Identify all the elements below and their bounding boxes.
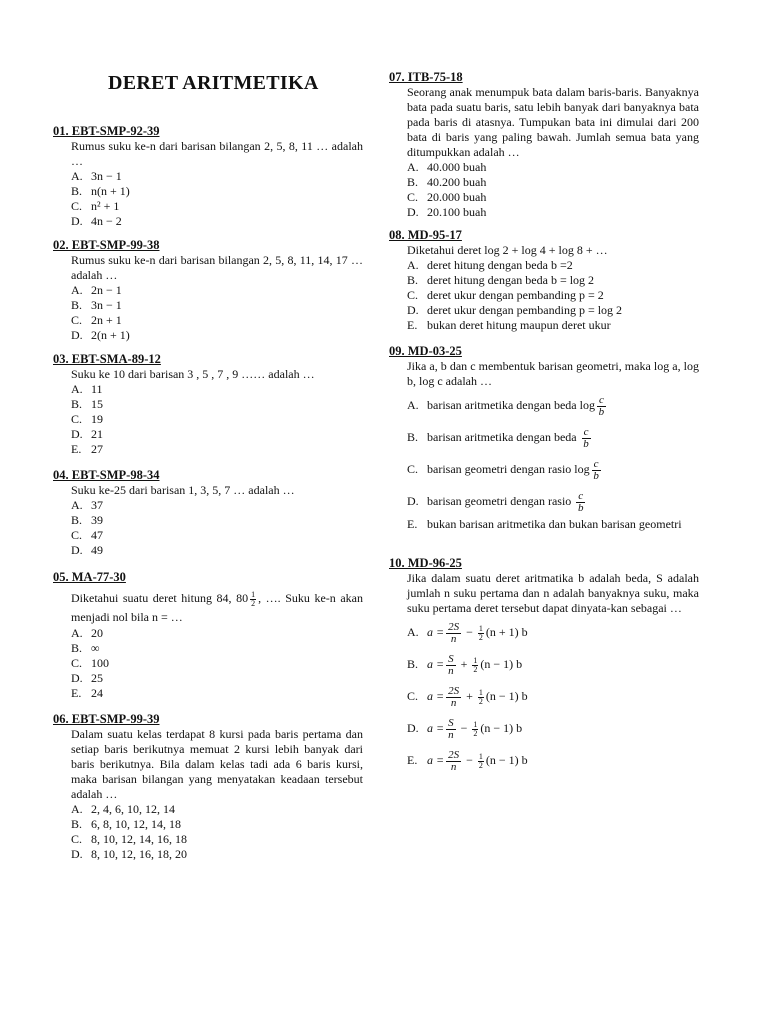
answer-option bbox=[53, 382, 363, 397]
fraction-denominator: n bbox=[450, 696, 457, 709]
option-letter: B. bbox=[407, 273, 419, 287]
question-block bbox=[389, 344, 699, 532]
option-letter: A. bbox=[71, 498, 83, 512]
fraction-denominator: n bbox=[448, 728, 454, 741]
option-letter: B. bbox=[71, 640, 83, 655]
option-letter: E. bbox=[71, 442, 82, 456]
option-letter: B. bbox=[71, 298, 83, 312]
option-text: 2n + 1 bbox=[91, 313, 122, 327]
question-block bbox=[389, 228, 699, 333]
option-letter: D. bbox=[71, 328, 83, 342]
equation-tail: (n − 1) b bbox=[480, 657, 523, 671]
answer-option bbox=[389, 273, 699, 288]
question-stem: Dalam suatu kelas terdapat 8 kursi pada baris pertama dan setiap baris berikutnya memuat 2 kursi lebih banyak dari baris berikutnya. Bila dalam kelas tadi ada 6 baris kursi, maka barisan bilangan yang menyatakan keadaan tersebut adalah … bbox=[71, 727, 363, 801]
option-letter: A. bbox=[71, 802, 83, 816]
option-letter: C. bbox=[407, 689, 419, 703]
fraction-denominator: b bbox=[577, 501, 584, 514]
answer-option bbox=[389, 175, 699, 190]
answer-option bbox=[53, 656, 363, 671]
fraction-denominator: 2 bbox=[478, 760, 483, 770]
answer-option bbox=[53, 626, 363, 641]
fraction-denominator: b bbox=[598, 405, 605, 418]
option-text: 2n − 1 bbox=[91, 283, 122, 297]
fraction-denominator: n bbox=[450, 632, 457, 645]
option-text bbox=[427, 485, 699, 517]
answer-option bbox=[389, 160, 699, 175]
option-letter: D. bbox=[71, 427, 83, 441]
operator: + bbox=[457, 657, 471, 671]
answer-option bbox=[53, 298, 363, 313]
option-text: 39 bbox=[91, 513, 103, 527]
fraction bbox=[446, 686, 461, 709]
page-title: DERET ARITMETIKA bbox=[108, 72, 319, 94]
equation-lhs: a = bbox=[427, 753, 445, 767]
answer-option bbox=[53, 513, 363, 528]
option-letter: B. bbox=[407, 175, 419, 189]
answer-option bbox=[53, 199, 363, 214]
question-stem: Seorang anak menumpuk bata dalam baris-baris. Banyaknya bata pada suatu baris, satu lebih banyak dari banyaknya bata pada baris di atasnya. Tumpukan bata ini dimulai dari 200 bata di baris yang paling bawah. Jumlah semua bata yang ditumpukkan adalah … bbox=[407, 85, 699, 159]
option-text bbox=[427, 648, 699, 680]
option-text: 2(n + 1) bbox=[91, 328, 130, 342]
option-text: barisan geometri dengan rasio bbox=[427, 462, 575, 476]
fraction-numerator: c bbox=[583, 425, 589, 438]
question-block bbox=[53, 712, 363, 862]
option-text bbox=[427, 389, 699, 421]
option-text: deret ukur dengan pembanding p = log 2 bbox=[427, 303, 623, 317]
question-stem: Diketahui deret log 2 + log 4 + log 8 + … bbox=[407, 243, 608, 257]
question-stem: Rumus suku ke-n dari barisan bilangan 2, 5, 8, 11, 14, 17 … adalah … bbox=[71, 253, 363, 282]
answer-option bbox=[53, 214, 363, 229]
equation-lhs: a = bbox=[427, 689, 445, 703]
answer-option bbox=[53, 832, 363, 847]
log-text: log bbox=[579, 398, 595, 412]
option-letter: D. bbox=[71, 214, 83, 228]
question-header: 08. MD-95-17 bbox=[389, 228, 462, 242]
fraction-numerator: S bbox=[448, 716, 454, 729]
option-text: barisan aritmetika dengan beda bbox=[427, 430, 580, 444]
option-letter: D. bbox=[71, 847, 83, 861]
operator: − bbox=[463, 625, 476, 639]
option-text: 20.000 buah bbox=[427, 190, 487, 204]
fraction-denominator: 2 bbox=[478, 632, 483, 642]
fraction bbox=[582, 427, 591, 450]
answer-option bbox=[389, 389, 699, 421]
option-text: 11 bbox=[91, 382, 103, 396]
answer-option bbox=[389, 648, 699, 680]
answer-option bbox=[389, 744, 699, 776]
answer-option bbox=[53, 543, 363, 558]
option-letter: B. bbox=[407, 657, 419, 671]
fraction bbox=[597, 395, 606, 418]
equation-tail: (n − 1) b bbox=[485, 689, 528, 703]
option-letter: B. bbox=[71, 817, 83, 831]
question-header: 03. EBT-SMA-89-12 bbox=[53, 352, 161, 366]
option-text: 20.100 buah bbox=[427, 205, 487, 219]
option-text bbox=[427, 680, 699, 712]
option-text: bukan deret hitung maupun deret ukur bbox=[427, 318, 611, 332]
answer-option bbox=[389, 318, 699, 333]
question-header: 06. EBT-SMP-99-39 bbox=[53, 712, 160, 726]
option-text bbox=[427, 616, 699, 648]
answer-option bbox=[389, 190, 699, 205]
fraction-denominator: 2 bbox=[473, 664, 478, 674]
question-header: 05. MA-77-30 bbox=[53, 570, 126, 584]
equation-tail: (n − 1) b bbox=[480, 721, 523, 735]
fraction bbox=[446, 622, 461, 645]
fraction-denominator: 2 bbox=[473, 728, 478, 738]
answer-option bbox=[53, 412, 363, 427]
option-text: 40.000 buah bbox=[427, 160, 487, 174]
fraction-numerator: c bbox=[578, 489, 584, 502]
option-letter: E. bbox=[407, 318, 418, 332]
option-text: deret ukur dengan pembanding p = 2 bbox=[427, 288, 604, 302]
option-letter: C. bbox=[71, 313, 83, 327]
equation-lhs: a = bbox=[427, 625, 445, 639]
option-text: 4n − 2 bbox=[91, 214, 122, 228]
option-text: 20 bbox=[91, 625, 103, 640]
answer-option bbox=[53, 283, 363, 298]
question-stem: Rumus suku ke-n dari barisan bilangan 2, 5, 8, 11 … adalah … bbox=[71, 139, 363, 168]
option-text: 37 bbox=[91, 498, 103, 512]
option-text: 19 bbox=[91, 412, 103, 426]
operator: − bbox=[463, 753, 476, 767]
option-letter: E. bbox=[71, 685, 82, 700]
option-text: 3n − 1 bbox=[91, 298, 122, 312]
answer-option bbox=[53, 169, 363, 184]
fraction-numerator: 1 bbox=[473, 719, 478, 729]
fraction bbox=[446, 718, 456, 741]
fraction-denominator: b bbox=[583, 437, 589, 450]
option-text: n(n + 1) bbox=[91, 184, 130, 198]
answer-option bbox=[53, 184, 363, 199]
option-text: 3n − 1 bbox=[91, 169, 122, 183]
fraction bbox=[472, 721, 478, 738]
option-text: 15 bbox=[91, 397, 103, 411]
answer-option bbox=[53, 641, 363, 656]
option-text: 47 bbox=[91, 528, 103, 542]
question-stem: Jika dalam suatu deret aritmatika b adalah beda, S adalah jumlah n suku pertama dan n adalah banyaknya suku, maka suku pertama deret tersebut dapat dinyata-kan sebagai … bbox=[407, 571, 699, 615]
question-header: 07. ITB-75-18 bbox=[389, 70, 463, 84]
equation-tail: (n + 1) b bbox=[485, 625, 528, 639]
question-stem: Suku ke-25 dari barisan 1, 3, 5, 7 … adalah … bbox=[71, 483, 295, 497]
option-text: barisan geometri dengan rasio bbox=[427, 494, 575, 508]
answer-option bbox=[389, 288, 699, 303]
question-header: 02. EBT-SMP-99-38 bbox=[53, 238, 160, 252]
question-block bbox=[389, 556, 699, 776]
option-text: 8, 10, 12, 14, 16, 18 bbox=[91, 832, 187, 846]
option-letter: A. bbox=[407, 258, 419, 272]
option-text: 6, 8, 10, 12, 14, 18 bbox=[91, 817, 181, 831]
option-text: 25 bbox=[91, 670, 103, 685]
option-letter: B. bbox=[71, 513, 83, 527]
question-header: 04. EBT-SMP-98-34 bbox=[53, 468, 160, 482]
option-text: 27 bbox=[91, 442, 103, 456]
answer-option bbox=[389, 616, 699, 648]
option-letter: A. bbox=[71, 169, 83, 183]
option-text: 49 bbox=[91, 543, 103, 557]
answer-option bbox=[53, 397, 363, 412]
fraction-numerator: 2S bbox=[448, 620, 460, 633]
option-text: 24 bbox=[91, 685, 103, 700]
question-stem bbox=[53, 589, 363, 626]
option-letter: C. bbox=[71, 412, 83, 426]
question-block bbox=[389, 70, 699, 220]
option-letter: B. bbox=[407, 430, 419, 444]
option-letter: C. bbox=[407, 190, 419, 204]
option-text: deret hitung dengan beda b = log 2 bbox=[427, 273, 595, 287]
option-letter: D. bbox=[407, 205, 419, 219]
equation-lhs: a = bbox=[427, 721, 445, 735]
fraction-denominator: 2 bbox=[251, 598, 256, 608]
fraction-numerator: 2S bbox=[448, 748, 460, 761]
option-letter: A. bbox=[407, 398, 419, 412]
answer-option bbox=[389, 517, 699, 532]
question-header: 01. EBT-SMP-92-39 bbox=[53, 124, 160, 138]
option-letter: D. bbox=[71, 670, 83, 685]
option-text bbox=[427, 712, 699, 744]
fraction bbox=[472, 657, 478, 674]
option-letter: C. bbox=[71, 832, 83, 846]
option-letter: D. bbox=[407, 721, 419, 735]
option-text bbox=[427, 421, 699, 453]
fraction-numerator: c bbox=[598, 393, 604, 406]
fraction-numerator: S bbox=[448, 652, 454, 665]
fraction-denominator: b bbox=[593, 469, 599, 482]
option-letter: A. bbox=[71, 625, 83, 640]
log-text: log bbox=[574, 462, 590, 476]
option-letter: D. bbox=[407, 303, 419, 317]
question-stem: Jika a, b dan c membentuk barisan geometri, maka log a, log b, log c adalah … bbox=[407, 359, 699, 388]
option-letter: E. bbox=[407, 753, 418, 767]
option-text bbox=[427, 453, 699, 485]
fraction-numerator: 1 bbox=[473, 655, 478, 665]
answer-option bbox=[389, 205, 699, 220]
option-text: 100 bbox=[91, 655, 109, 670]
question-header: 10. MD-96-25 bbox=[389, 556, 462, 570]
answer-option bbox=[53, 313, 363, 328]
answer-option bbox=[389, 303, 699, 318]
question-block bbox=[53, 468, 363, 558]
fraction bbox=[250, 591, 256, 608]
fraction bbox=[478, 753, 484, 770]
option-letter: A. bbox=[407, 160, 419, 174]
fraction-numerator: 1 bbox=[478, 623, 483, 633]
operator: − bbox=[457, 721, 471, 735]
operator: + bbox=[463, 689, 476, 703]
fraction-numerator: 2S bbox=[448, 684, 460, 697]
answer-option bbox=[389, 453, 699, 485]
answer-option bbox=[389, 485, 699, 517]
fraction bbox=[576, 491, 585, 514]
stem-text: , …. Suku ke-n akan menjadi nol bila n = … bbox=[71, 591, 363, 624]
answer-option bbox=[53, 442, 363, 457]
answer-option bbox=[53, 847, 363, 862]
option-text: deret hitung dengan beda b =2 bbox=[427, 258, 573, 272]
option-text: 8, 10, 12, 16, 18, 20 bbox=[91, 847, 187, 861]
fraction bbox=[478, 689, 484, 706]
question-stem: Suku ke 10 dari barisan 3 , 5 , 7 , 9 …… adalah … bbox=[71, 367, 315, 381]
question-header: 09. MD-03-25 bbox=[389, 344, 462, 358]
option-text: 40.200 buah bbox=[427, 175, 487, 189]
option-letter: C. bbox=[71, 528, 83, 542]
option-letter: D. bbox=[407, 494, 419, 508]
fraction-numerator: 1 bbox=[478, 751, 483, 761]
answer-option bbox=[53, 427, 363, 442]
answer-option bbox=[53, 671, 363, 686]
option-letter: C. bbox=[407, 462, 419, 476]
answer-option bbox=[389, 421, 699, 453]
option-text bbox=[427, 744, 699, 776]
option-text: barisan aritmetika dengan beda bbox=[427, 398, 580, 412]
option-letter: B. bbox=[71, 184, 83, 198]
option-letter: E. bbox=[407, 517, 418, 531]
fraction bbox=[446, 654, 456, 677]
question-block bbox=[53, 124, 363, 229]
equation-tail: (n − 1) b bbox=[485, 753, 528, 767]
fraction-denominator: n bbox=[450, 760, 457, 773]
question-block bbox=[53, 352, 363, 457]
option-letter: A. bbox=[71, 382, 83, 396]
answer-option bbox=[389, 680, 699, 712]
option-letter: B. bbox=[71, 397, 83, 411]
option-text: 2, 4, 6, 10, 12, 14 bbox=[91, 802, 175, 816]
fraction-denominator: n bbox=[448, 664, 454, 677]
option-letter: C. bbox=[407, 288, 419, 302]
fraction-denominator: 2 bbox=[478, 696, 483, 706]
answer-option bbox=[53, 328, 363, 343]
fraction-numerator: 1 bbox=[478, 687, 483, 697]
option-letter: C. bbox=[71, 655, 83, 670]
option-text: bukan barisan aritmetika dan bukan barisan geometri bbox=[427, 517, 682, 531]
fraction bbox=[478, 625, 484, 642]
option-letter: C. bbox=[71, 199, 83, 213]
answer-option bbox=[389, 258, 699, 273]
option-letter: A. bbox=[71, 283, 83, 297]
question-block bbox=[53, 238, 363, 343]
fraction-numerator: c bbox=[593, 457, 599, 470]
fraction-numerator: 1 bbox=[251, 589, 256, 599]
answer-option bbox=[389, 712, 699, 744]
answer-option bbox=[53, 686, 363, 701]
answer-option bbox=[53, 802, 363, 817]
fraction bbox=[592, 459, 601, 482]
option-text: n² + 1 bbox=[91, 199, 120, 213]
answer-option bbox=[53, 528, 363, 543]
option-letter: D. bbox=[71, 543, 83, 557]
answer-option bbox=[53, 498, 363, 513]
equation-lhs: a = bbox=[427, 657, 445, 671]
fraction bbox=[446, 750, 461, 773]
question-block bbox=[53, 570, 363, 701]
option-text: ∞ bbox=[91, 640, 100, 655]
option-letter: A. bbox=[407, 625, 419, 639]
stem-text: Diketahui suatu deret hitung 84, 80 bbox=[71, 591, 249, 605]
option-text: 21 bbox=[91, 427, 103, 441]
answer-option bbox=[53, 817, 363, 832]
